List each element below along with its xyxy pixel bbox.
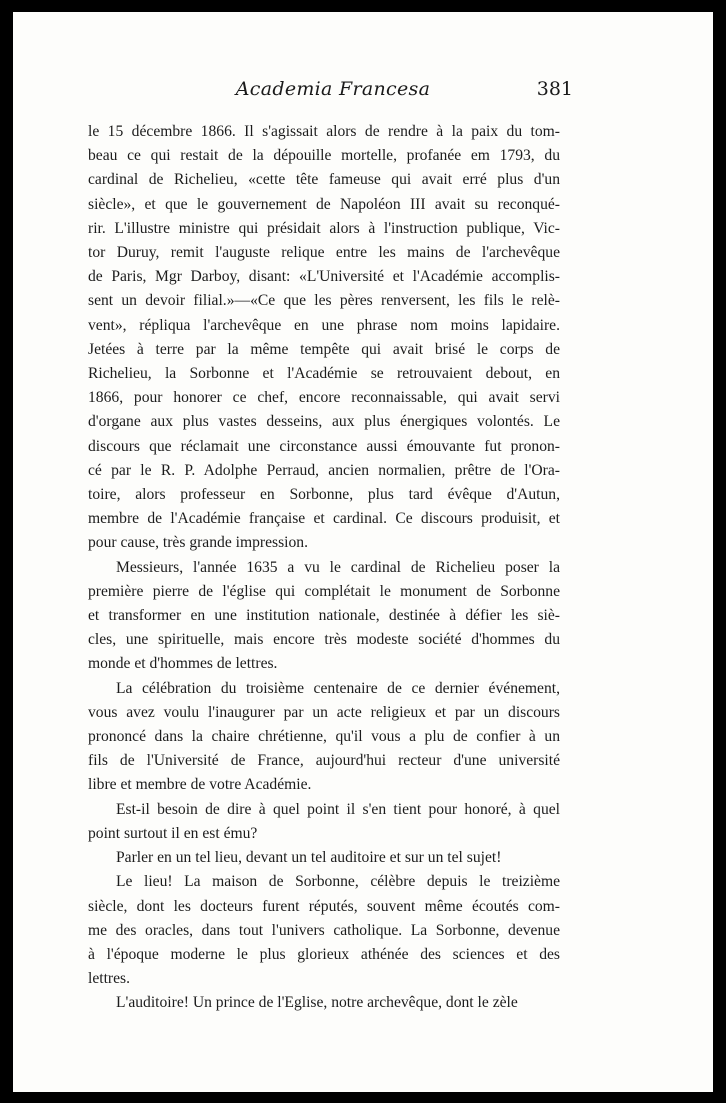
text-line: point surtout il en est ému? — [88, 824, 258, 842]
paragraph — [88, 677, 560, 798]
text-line: lettres. — [88, 970, 130, 988]
text-line: monde et d'hommes de lettres. — [88, 655, 278, 673]
text-line: fils de l'Université de France, aujourd'hui recteur d'une université — [88, 752, 560, 770]
text-line: le 15 décembre 1866. Il s'agissait alors de rendre à la paix du tom- — [88, 123, 560, 140]
paragraph — [88, 991, 560, 1015]
text-line: Est-il besoin de dire à quel point il s'en tient pour honoré, à quel — [116, 800, 560, 818]
text-line: d'organe aux plus vastes desseins, aux plus énergiques volontés. Le — [88, 413, 560, 431]
paragraph — [88, 798, 560, 846]
text-line: Parler en un tel lieu, devant un tel auditoire et sur un tel sujet! — [116, 849, 502, 867]
text-line: 1866, pour honorer ce chef, encore reconnaissable, qui avait servi — [88, 389, 560, 407]
text-line: discours que réclamait une circonstance aussi émouvante fut pronon- — [88, 437, 560, 455]
paragraph — [88, 870, 560, 991]
text-line: pour cause, très grande impression. — [88, 534, 308, 552]
paragraph — [88, 556, 560, 677]
text-line: de Paris, Mgr Darboy, disant: «L'Université et l'Académie accomplis- — [88, 268, 560, 286]
text-line: membre de l'Académie française et cardinal. Ce discours produisit, et — [88, 510, 560, 528]
book-page — [13, 12, 713, 1092]
body-text — [88, 120, 560, 1016]
text-line: vent», répliqua l'archevêque en une phrase nom moins lapidaire. — [88, 316, 560, 334]
text-line: L'auditoire! Un prince de l'Eglise, notre archevêque, dont le zèle — [116, 994, 518, 1012]
text-line: tor Duruy, remit l'auguste relique entre les mains de l'archevêque — [88, 244, 560, 262]
text-line: Richelieu, la Sorbonne et l'Académie se retrouvaient debout, en — [88, 365, 560, 383]
text-line: toire, alors professeur en Sorbonne, plus tard évêque d'Autun, — [88, 486, 560, 504]
text-line: La célébration du troisième centenaire de ce dernier événement, — [116, 679, 560, 697]
text-line: première pierre de l'église qui complétait le monument de Sorbonne — [88, 582, 560, 600]
text-line: et transformer en une institution nationale, destinée à défier les siè- — [88, 607, 560, 625]
running-title: Academia Francesa — [235, 78, 431, 100]
text-line: siècle, dont les docteurs furent réputés, souvent même écoutés com- — [88, 897, 560, 915]
text-line: me des oracles, dans tout l'univers catholique. La Sorbonne, devenue — [88, 921, 560, 939]
text-line: beau ce qui restait de la dépouille mortelle, profanée em 1793, du — [88, 147, 560, 165]
text-line: cles, une spirituelle, mais encore très modeste société d'hommes du — [88, 631, 560, 649]
text-line: libre et membre de votre Académie. — [88, 776, 312, 794]
text-line: prononcé dans la chaire chrétienne, qu'il vous a plu de confier à un — [88, 728, 560, 746]
text-line: vous avez voulu l'inaugurer par un acte religieux et par un discours — [88, 703, 560, 721]
text-line: à l'époque moderne le plus glorieux athénée des sciences et des — [88, 945, 560, 963]
paragraph — [88, 846, 560, 870]
text-line: sent un devoir filial.»—«Ce que les pères renversent, les fils le relè- — [88, 292, 560, 310]
text-line: siècle», et que le gouvernement de Napoléon III avait su reconqué- — [88, 195, 560, 213]
text-line: Messieurs, l'année 1635 a vu le cardinal de Richelieu poser la — [116, 558, 560, 576]
page-number: 381 — [536, 78, 573, 100]
text-line: cé par le R. P. Adolphe Perraud, ancien normalien, prêtre de l'Ora- — [88, 461, 560, 479]
running-head — [13, 78, 713, 108]
text-line: rir. L'illustre ministre qui présidait alors à l'instruction publique, Vic- — [88, 219, 560, 237]
text-line: Jetées à terre par la même tempête qui avait brisé le corps de — [88, 340, 560, 358]
text-line: Le lieu! La maison de Sorbonne, célèbre depuis le treizième — [116, 873, 560, 891]
text-line: cardinal de Richelieu, «cette tête fameuse qui avait erré plus d'un — [88, 171, 560, 189]
paragraph — [88, 120, 560, 556]
